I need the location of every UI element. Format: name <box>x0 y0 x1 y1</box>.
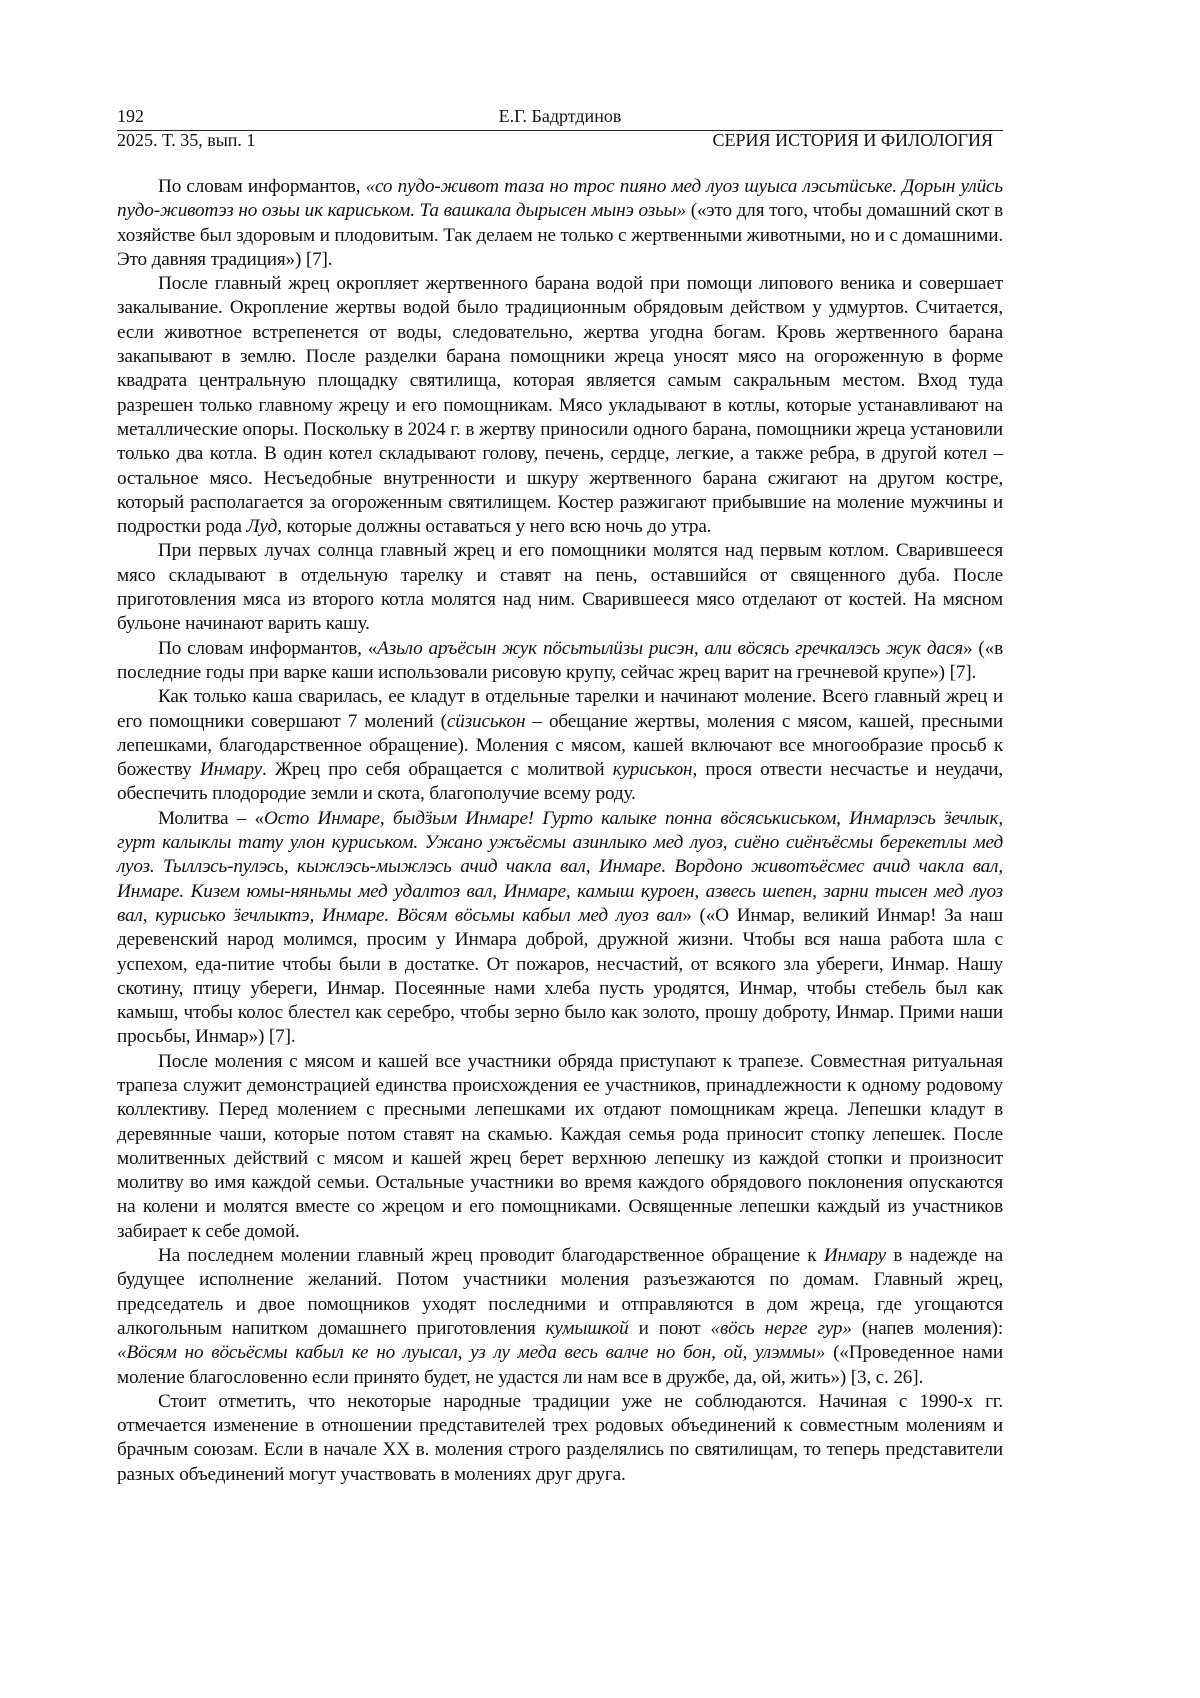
body-text: Стоит отметить, что некоторые народные традиции уже не соблюдаются. Начиная с 1990-х гг. отмечается изменение в отношении представителей трех родовых объединений к совместным молениям и брачным союзам. Если в начале XX в. моления строго разделялись по святилищам, то теперь представители разных объединений могут участвовать в молениях друг друга. <box>117 1390 1003 1485</box>
paragraph <box>117 1244 1003 1390</box>
page-number: 192 <box>117 106 144 126</box>
body-text: («это для того, чтобы домашний скот в хозяйстве был здоровым и плодовитым. Так делаем не только с жертвенными животными, но и с домашними. Это давняя традиция») [7]. <box>117 200 1003 270</box>
body-text: » («в последние годы при варке каши использовали рисовую крупу, сейчас жрец варит на гречневой крупе») [7]. <box>117 637 1003 683</box>
issue-info: 2025. Т. 35, вып. 1 <box>117 130 256 150</box>
italic-quote-text: «Вöсям но вöсьёсмы кабыл ке но луысал, уз лу меда весь валче но бон, ой, улэммы» <box>117 1342 826 1364</box>
paragraph <box>117 1390 1003 1487</box>
paragraph <box>117 175 1003 272</box>
italic-quote-text: куриськон <box>612 759 693 781</box>
body-text: После главный жрец окропляет жертвенного барана водой при помощи липового веника и совершает закалывание. Окропление жертвы водой было традиционным обрядовым действом у удмуртов. Считается, если животное встрепенется от воды, следовательно, жертва угодна богам. Кровь жертвенного барана закапывают в землю. После разделки барана помощники жреца уносят мясо на огороженную в форме квадрата центральную площадку святилища, которая является самым сакральным местом. Вход туда разрешен только главному жрецу и его помощникам. Мясо укладывают в котлы, которые устанавливают на металлические опоры. Поскольку в 2024 г. в жертву приносили одного барана, помощники жреца установили только два котла. В один котел складывают голову, печень, сердце, легкие, а также ребра, в другой котел – остальное мясо. Несъедобные внутренности и шкуру жертвенного барана сжигают на другом костре, который располагается за огороженным святилищем. Костер разжигают прибывшие на моление мужчины и подростки рода <box>117 273 1003 538</box>
body-text: Как только каша сварилась, ее кладут в отдельные тарелки и начинают моление. Всего главный жрец и его помощники совершают 7 молений ( <box>117 686 1003 732</box>
italic-quote-text: сӥзиськон <box>446 710 526 732</box>
italic-quote-text: Инмару <box>823 1245 886 1267</box>
italic-quote-text: Азьло аръёсын жук пöсьтылӥзы рисэн, али вöсясь гречкалэсь жук дася <box>377 637 963 659</box>
body-text: . Жрец про себя обращается с молитвой <box>262 759 613 781</box>
body-text: – обещание жертвы, моления с мясом, кашей, пресными лепешками, благодарственное обращение). Моления с мясом, кашей включают все многообразие просьб к божеству <box>117 710 1003 781</box>
body-text: Молитва – « <box>158 807 264 829</box>
journal-header <box>117 130 1003 154</box>
body-text: (напев моления): <box>851 1317 1003 1339</box>
italic-quote-text: «со пудо-живот таза но трос пияно мед луоз шуыса лэсьтӥське. Дорын улӥсь пудо-животэз но озьы ик кариськом. Та вашкала дырысен мынэ озьы» <box>117 176 1003 222</box>
body-text: , прося отвести несчастье и неудачи, обеспечить плодородие земли и скота, благополучие всему роду. <box>117 759 1003 805</box>
body-text: После моления с мясом и кашей все участники обряда приступают к трапезе. Совместная ритуальная трапеза служит демонстрацией единства происхождения ее участников, принадлежности к одному родовому коллективу. Перед молением с пресными лепешками их отдают помощникам жреца. Лепешки кладут в деревянные чаши, которые потом ставят на скамью. Каждая семья рода приносит стопку лепешек. После молитвенных действий с мясом и кашей жрец берет верхнюю лепешку из каждой стопки и произносит молитву во имя каждой семьи. Остальные участники во время каждого обрядового поклонения опускаются на колени и молятся вместе со жрецом и его помощниками. Освященные лепешки каждый из участников забирает к себе домой. <box>117 1050 1003 1242</box>
paragraph <box>117 685 1003 806</box>
body-text: и поют <box>628 1317 711 1339</box>
italic-quote-text: Осто Инмаре, быдӟым Инмаре! Гурто калыке понна вöсяськиськом, Инмарлэсь ӟечлык, гурт калыклы тату улон куриськом. Ужано ужъёсмы азинлыко мед луоз, сиёно сиёнъёсмы берекетлы мед луоз. Тыллэсь-пулэсь, кыжлэсь-мыжлэсь ачид чакла вал, Инмаре. Вордоно животъёсмес ачид чакла вал, Инмаре. Кизем юмы-няньмы мед удалтоз вал, Инмаре, камыш куроен, азвесь шепен, зарни тысен мед луоз вал, курисько ӟечлыктэ, Инмаре. Вöсям вöсьмы кабыл мед луоз вал <box>117 807 1003 926</box>
italic-quote-text: «вöсь нерге гур» <box>710 1317 852 1339</box>
running-header <box>117 106 1003 131</box>
italic-quote-text: Луд <box>246 516 278 538</box>
series-title: СЕРИЯ ИСТОРИЯ И ФИЛОЛОГИЯ <box>712 130 993 150</box>
paragraph <box>117 637 1003 686</box>
paragraph <box>117 1050 1003 1244</box>
body-text: По словам информантов, <box>158 176 366 197</box>
body-text: («Проведенное нами моление благословенно если принято будет, не удастся ли нам все в дружбе, да, ой, жить») [3, с. 26]. <box>117 1342 1003 1388</box>
body-text: » («О Инмар, великий Инмар! За наш деревенский народ молимся, просим у Инмара доброй, дружной жизни. Чтобы вся наша работа шла с успехом, еда-питие чтобы были в достатке. От пожаров, несчастий, от всякого зла убереги, Инмар. Нашу скотину, птицу убереги, Инмар. Посеянные нами хлеба пусть уродятся, Инмар, чтобы стебель был как камыш, чтобы колос блестел как серебро, чтобы зерно было как золото, прошу доброту, Инмар. Прими наши просьбы, Инмар») [7]. <box>117 904 1003 1048</box>
body-text: в надежде на будущее исполнение желаний. Потом участники моления разъезжаются по домам. Главный жрец, председатель и двое помощников уходят последними и отправляются в дом жреца, где угощаются алкогольным напитком домашнего приготовления <box>117 1245 1003 1339</box>
body-text: По словам информантов, « <box>158 637 378 659</box>
paragraph <box>117 807 1003 1050</box>
author-name: Е.Г. Бадртдинов <box>498 106 622 126</box>
italic-quote-text: Инмару <box>199 759 263 781</box>
paragraph <box>117 272 1003 539</box>
article-body <box>117 175 1003 1487</box>
body-text: На последнем молении главный жрец проводит благодарственное обращение к <box>158 1245 824 1267</box>
body-text: , которые должны оставаться у него всю ночь до утра. <box>277 516 712 538</box>
italic-quote-text: кумышкой <box>545 1317 629 1339</box>
paragraph <box>117 539 1003 636</box>
body-text: При первых лучах солнца главный жрец и его помощники молятся над первым котлом. Сварившееся мясо складывают в отдельную тарелку и ставят на пень, оставшийся от священного дуба. После приготовления мяса из второго котла молятся над ним. Сварившееся мясо отделают от костей. На мясном бульоне начинают варить кашу. <box>117 540 1003 635</box>
